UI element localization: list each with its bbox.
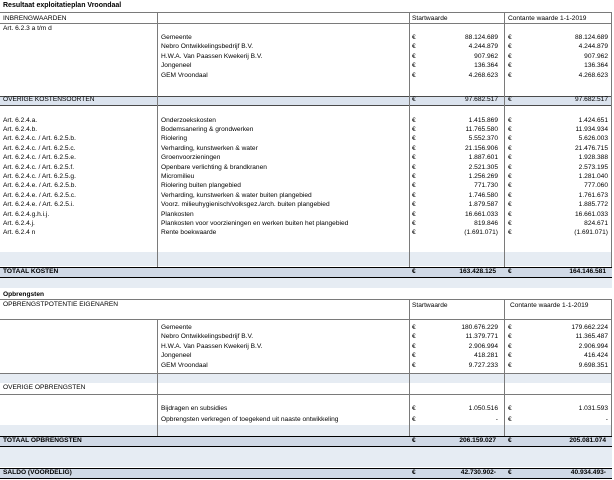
startwaarde-value: 1.256.269	[468, 172, 498, 180]
contante-waarde-value: 11.934.934	[575, 125, 608, 133]
currency-symbol: €	[412, 324, 416, 331]
row-label: Opbrengsten verkregen of toegekend uit naaste ontwikkeling	[161, 416, 339, 423]
currency-symbol: €	[412, 182, 416, 190]
contante-waarde-value: 88.124.689	[574, 34, 608, 41]
row-label: GEM Vroondaal	[161, 71, 208, 79]
currency-symbol: €	[508, 34, 512, 41]
currency-symbol: €	[508, 469, 512, 476]
currency-symbol: €	[508, 43, 512, 51]
article-ref: Art. 6.2.4.c. / Art. 6.2.5.f.	[3, 163, 75, 171]
row-label: Groenvoorzieningen	[161, 154, 221, 162]
row-label: H.W.A. Van Paassen Kwekerij B.V.	[161, 52, 263, 60]
startwaarde-value: (1.691.071)	[464, 229, 498, 237]
currency-symbol: €	[508, 333, 512, 341]
col-contante-waarde: Contante waarde 1-1-2019	[510, 302, 589, 309]
startwaarde-value: 1.050.516	[468, 405, 498, 412]
article-ref: Art. 6.2.4 n	[3, 229, 36, 237]
row-label: Openbare verlichting & brandkranen	[161, 163, 267, 171]
saldo-start: 42.730.902-	[460, 469, 496, 476]
article-ref: Art. 6.2.4.e. / Art. 6.2.5.b.	[3, 182, 77, 190]
contante-waarde-value: 2.573.195	[578, 163, 608, 171]
contante-waarde-value: 1.424.651	[578, 116, 608, 124]
currency-symbol: €	[412, 416, 416, 423]
currency-symbol: €	[508, 144, 512, 152]
currency-symbol: €	[508, 201, 512, 209]
row-label: Riolering	[161, 135, 188, 143]
contante-waarde-value: 777.060	[584, 182, 608, 190]
contante-waarde-value: 5.626.003	[578, 135, 608, 143]
column-divider	[611, 299, 612, 436]
row-label: Gemeente	[161, 34, 192, 41]
startwaarde-value: 1.415.869	[468, 116, 498, 124]
startwaarde-value: 4.268.623	[468, 71, 498, 79]
startwaarde-value: -	[495, 416, 498, 423]
row-label: Bodemsanering & grondwerken	[161, 125, 254, 133]
currency-symbol: €	[508, 62, 512, 70]
column-divider	[504, 299, 505, 436]
contante-waarde-value: 179.662.224	[571, 324, 608, 331]
startwaarde-value: 819.846	[474, 219, 498, 227]
currency-symbol: €	[412, 469, 416, 476]
contante-waarde-value: 907.962	[584, 52, 608, 60]
startwaarde-value: 136.364	[474, 62, 498, 70]
inbreng-total-cw: 97.682.517	[574, 96, 608, 103]
startwaarde-value: 771.730	[474, 182, 498, 190]
contante-waarde-value: 4.244.879	[578, 43, 608, 51]
divider	[0, 23, 612, 24]
currency-symbol: €	[508, 405, 512, 412]
currency-symbol: €	[508, 229, 512, 237]
contante-waarde-value: 1.885.772	[578, 201, 608, 209]
currency-symbol: €	[508, 210, 512, 218]
saldo-cw: 40.934.493-	[570, 469, 606, 476]
divider	[0, 394, 612, 395]
startwaarde-value: 5.552.370	[468, 135, 498, 143]
row-label: Rente boekwaarde	[161, 229, 217, 237]
startwaarde-value: 907.962	[474, 52, 498, 60]
currency-symbol: €	[412, 405, 416, 412]
opbrengstpotentie-header: OPBRENGSTPOTENTIE EIGENAREN	[3, 301, 119, 308]
row-label: Jongeneel	[161, 62, 192, 70]
overige-kosten-header: OVERIGE KOSTENSOORTEN	[3, 96, 95, 103]
currency-symbol: €	[412, 361, 416, 369]
row-label: Nebro Ontwikkelingsbedrijf B.V.	[161, 333, 254, 341]
contante-waarde-value: 16.661.033	[574, 210, 608, 218]
row-label: Bijdragen en subsidies	[161, 405, 228, 412]
currency-symbol: €	[412, 268, 416, 275]
row-label: Jongeneel	[161, 352, 192, 360]
spacer-band	[0, 425, 612, 436]
overige-opbrengsten-header: OVERIGE OPBRENGSTEN	[3, 384, 86, 391]
row-label: Plankosten voor voorzieningen en werken buiten het plangebied	[161, 219, 349, 227]
currency-symbol: €	[412, 172, 416, 180]
contante-waarde-value: 9.698.351	[578, 361, 608, 369]
currency-symbol: €	[508, 268, 512, 275]
contante-waarde-value: -	[605, 416, 608, 423]
contante-waarde-value: 4.268.623	[578, 71, 608, 79]
currency-symbol: €	[508, 342, 512, 350]
currency-symbol: €	[508, 125, 512, 133]
col-contante-waarde: Contante waarde 1-1-2019	[508, 15, 587, 22]
startwaarde-value: 21.156.906	[464, 144, 498, 152]
currency-symbol: €	[412, 163, 416, 171]
row-label: Verharding, kunstwerken & water buiten plangebied	[161, 191, 312, 199]
currency-symbol: €	[412, 34, 416, 41]
article-ref: Art. 6.2.4.a.	[3, 116, 38, 124]
currency-symbol: €	[508, 71, 512, 79]
contante-waarde-value: 1.761.673	[578, 191, 608, 199]
currency-symbol: €	[508, 96, 512, 103]
startwaarde-value: 88.124.689	[464, 34, 498, 41]
contante-waarde-value: 1.281.040	[578, 172, 608, 180]
currency-symbol: €	[412, 71, 416, 79]
startwaarde-value: 2.521.305	[468, 163, 498, 171]
row-label: Plankosten	[161, 210, 194, 218]
currency-symbol: €	[412, 52, 416, 60]
contante-waarde-value: 136.364	[584, 62, 608, 70]
totaal-opbrengsten-start: 206.159.027	[459, 437, 496, 444]
startwaarde-value: 1.879.587	[468, 201, 498, 209]
column-divider	[157, 319, 158, 436]
col-startwaarde: Startwaarde	[412, 302, 448, 309]
article-ref: Art. 6.2.4.b.	[3, 125, 38, 133]
article-ref: Art. 6.2.4.e. / Art. 6.2.5.i.	[3, 201, 75, 209]
row-label: Riolering buiten plangebied	[161, 182, 241, 190]
totaal-opbrengsten-label: TOTAAL OPBRENGSTEN	[3, 437, 82, 444]
saldo-row	[0, 468, 612, 479]
currency-symbol: €	[412, 342, 416, 350]
row-label: Voorz. milieuhygienisch/volksgez./arch. buiten plangebied	[161, 201, 330, 209]
divider	[0, 12, 612, 13]
contante-waarde-value: 1.928.388	[578, 154, 608, 162]
row-label: Verharding, kunstwerken & water	[161, 144, 258, 152]
article-ref: Art. 6.2.4.e. / Art. 6.2.5.c.	[3, 191, 76, 199]
currency-symbol: €	[508, 116, 512, 124]
currency-symbol: €	[508, 219, 512, 227]
currency-symbol: €	[412, 154, 416, 162]
currency-symbol: €	[412, 144, 416, 152]
article-ref: Art. 6.2.4.j.	[3, 219, 35, 227]
currency-symbol: €	[508, 324, 512, 331]
row-label: H.W.A. Van Paassen Kwekerij B.V.	[161, 342, 263, 350]
row-label: Gemeente	[161, 324, 192, 331]
art-inbreng: Art. 6.2.3 a t/m d	[3, 25, 52, 32]
article-ref: Art. 6.2.4.c. / Art. 6.2.5.g.	[3, 172, 76, 180]
column-divider	[409, 12, 410, 267]
currency-symbol: €	[508, 191, 512, 199]
contante-waarde-value: (1.691.071)	[574, 229, 608, 237]
contante-waarde-value: 2.906.994	[578, 342, 608, 350]
totaal-opbrengsten-cw: 205.081.074	[569, 437, 606, 444]
startwaarde-value: 1.887.601	[468, 154, 498, 162]
currency-symbol: €	[412, 191, 416, 199]
article-ref: Art. 6.2.4.c. / Art. 6.2.5.c.	[3, 144, 76, 152]
totaal-opbrengsten-row	[0, 436, 612, 447]
totaal-kosten-row	[0, 267, 612, 278]
currency-symbol: €	[412, 219, 416, 227]
spacer-band	[0, 252, 612, 266]
contante-waarde-value: 824.671	[584, 219, 608, 227]
startwaarde-value: 2.906.994	[468, 342, 498, 350]
totaal-kosten-start: 163.428.125	[459, 268, 496, 275]
currency-symbol: €	[412, 62, 416, 70]
column-divider	[157, 12, 158, 267]
currency-symbol: €	[412, 96, 416, 103]
currency-symbol: €	[412, 116, 416, 124]
currency-symbol: €	[508, 352, 512, 360]
currency-symbol: €	[412, 437, 416, 444]
col-startwaarde: Startwaarde	[412, 15, 448, 22]
totaal-kosten-cw: 164.146.581	[569, 268, 606, 275]
currency-symbol: €	[412, 210, 416, 218]
currency-symbol: €	[508, 416, 512, 423]
page-title: Resultaat exploitatieplan Vroondaal	[3, 2, 122, 9]
row-label: Micromilieu	[161, 172, 195, 180]
startwaarde-value: 11.379.771	[465, 333, 498, 341]
inbreng-header: INBRENGWAARDEN	[3, 15, 67, 22]
column-divider	[409, 299, 410, 436]
startwaarde-value: 9.727.233	[468, 361, 498, 369]
spacer-band	[0, 278, 612, 288]
row-label: GEM Vroondaal	[161, 361, 208, 369]
currency-symbol: €	[508, 163, 512, 171]
startwaarde-value: 418.281	[474, 352, 498, 360]
row-label: Nebro Ontwikkelingsbedrijf B.V.	[161, 43, 254, 51]
contante-waarde-value: 1.031.593	[578, 405, 608, 412]
totaal-kosten-label: TOTAAL KOSTEN	[3, 268, 59, 275]
currency-symbol: €	[508, 52, 512, 60]
currency-symbol: €	[508, 437, 512, 444]
currency-symbol: €	[508, 172, 512, 180]
contante-waarde-value: 416.424	[584, 352, 608, 360]
startwaarde-value: 180.676.229	[461, 324, 498, 331]
currency-symbol: €	[412, 201, 416, 209]
currency-symbol: €	[508, 154, 512, 162]
currency-symbol: €	[412, 352, 416, 360]
contante-waarde-value: 21.476.715	[574, 144, 608, 152]
currency-symbol: €	[412, 333, 416, 341]
saldo-label: SALDO (VOORDELIG)	[3, 469, 72, 476]
currency-symbol: €	[412, 125, 416, 133]
column-divider	[611, 12, 612, 267]
column-divider	[504, 12, 505, 267]
article-ref: Art. 6.2.4.c. / Art. 6.2.5.e.	[3, 154, 76, 162]
startwaarde-value: 11.765.580	[465, 125, 498, 133]
spacer-band	[0, 447, 612, 467]
startwaarde-value: 1.746.580	[468, 191, 498, 199]
opbrengsten-heading: Opbrengsten	[3, 291, 45, 298]
inbreng-total-start: 97.682.517	[464, 96, 498, 103]
divider	[0, 319, 612, 320]
currency-symbol: €	[508, 135, 512, 143]
contante-waarde-value: 11.365.487	[575, 333, 608, 341]
overige-opbrengsten-band	[0, 374, 612, 383]
startwaarde-value: 16.661.033	[464, 210, 498, 218]
currency-symbol: €	[508, 361, 512, 369]
currency-symbol: €	[508, 182, 512, 190]
startwaarde-value: 4.244.879	[468, 43, 498, 51]
row-label: Onderzoekskosten	[161, 116, 216, 124]
currency-symbol: €	[412, 229, 416, 237]
currency-symbol: €	[412, 135, 416, 143]
article-ref: Art. 6.2.4.g.h.i.j.	[3, 210, 50, 218]
article-ref: Art. 6.2.4.c. / Art. 6.2.5.b.	[3, 135, 76, 143]
currency-symbol: €	[412, 43, 416, 51]
